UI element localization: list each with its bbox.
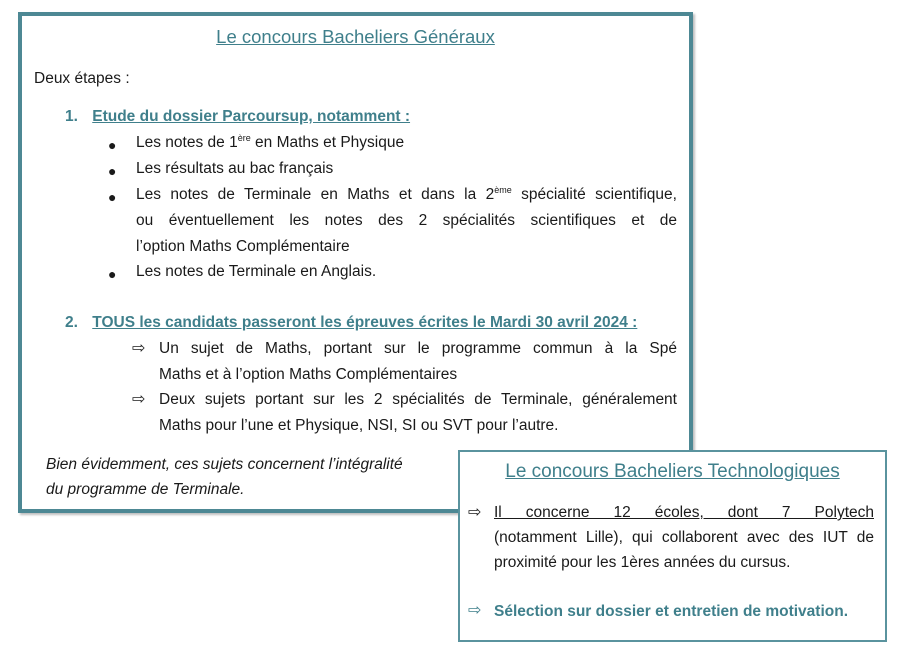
general-contest-title: Le concours Bacheliers Généraux xyxy=(216,26,495,47)
exam-item-maths-line2: Maths et à l’option Maths Complémentaires xyxy=(159,366,458,383)
step1-heading-text: Etude du dossier Parcoursup, notamment : xyxy=(92,108,411,125)
step2-number: 2. xyxy=(65,314,78,331)
bullet-item-terminale-notes-line3: l’option Maths Complémentaire xyxy=(136,238,350,255)
outline-right-arrow-icon: ⇨ xyxy=(132,391,146,408)
outline-right-arrow-icon: ⇨ xyxy=(468,602,482,619)
step2-heading-text: TOUS les candidats passeront les épreuves écrites le Mardi 30 avril 2024 : xyxy=(92,314,638,331)
note-line2: du programme de Terminale. xyxy=(46,481,245,498)
bullet-item-bac-results: Les résultats au bac français xyxy=(136,160,334,177)
exam-item-specialities-line1: Deux sujets portant sur les 2 spécialités de Terminale, généralement xyxy=(159,391,677,408)
step1-heading xyxy=(65,108,410,126)
disc-bullet-icon: ● xyxy=(108,189,117,205)
technological-contest-panel xyxy=(458,450,887,642)
exam-item-maths-line1: Un sujet de Maths, portant sur le programme commun à la Spé xyxy=(159,340,677,357)
disc-bullet-icon: ● xyxy=(108,163,117,179)
disc-bullet-icon: ● xyxy=(108,137,117,153)
outline-right-arrow-icon: ⇨ xyxy=(468,504,482,521)
tech-item2-selection: Sélection sur dossier et entretien de motivation. xyxy=(494,603,849,620)
bullet-item-terminale-notes: Les notes de Terminale en Maths et dans la 2ème spécialité scientifique, xyxy=(136,185,677,203)
tech-item1-line3: proximité pour les 1ères années du cursus. xyxy=(494,554,791,571)
step2-heading xyxy=(65,314,637,332)
general-contest-panel xyxy=(18,12,693,513)
step1-number: 1. xyxy=(65,108,78,125)
outline-right-arrow-icon: ⇨ xyxy=(132,340,146,357)
intro-text: Deux étapes : xyxy=(34,70,130,87)
tech-item1-line2: (notamment Lille), qui collaborent avec des IUT de xyxy=(494,529,874,546)
note-line1: Bien évidemment, ces sujets concernent l’intégralité xyxy=(46,456,403,473)
tech-item1-line1: Il concerne 12 écoles, dont 7 Polytech xyxy=(494,504,874,521)
technological-contest-title: Le concours Bacheliers Technologiques xyxy=(505,461,840,482)
bullet-item-english-notes: Les notes de Terminale en Anglais. xyxy=(136,263,377,280)
bullet-item-first-year-notes: Les notes de 1ère en Maths et Physique xyxy=(136,133,405,151)
disc-bullet-icon: ● xyxy=(108,266,117,282)
exam-item-specialities-line2: Maths pour l’une et Physique, NSI, SI ou SVT pour l’autre. xyxy=(159,417,559,434)
bullet-item-terminale-notes-line2: ou éventuellement les notes des 2 spécialités scientifiques et de xyxy=(136,212,677,229)
